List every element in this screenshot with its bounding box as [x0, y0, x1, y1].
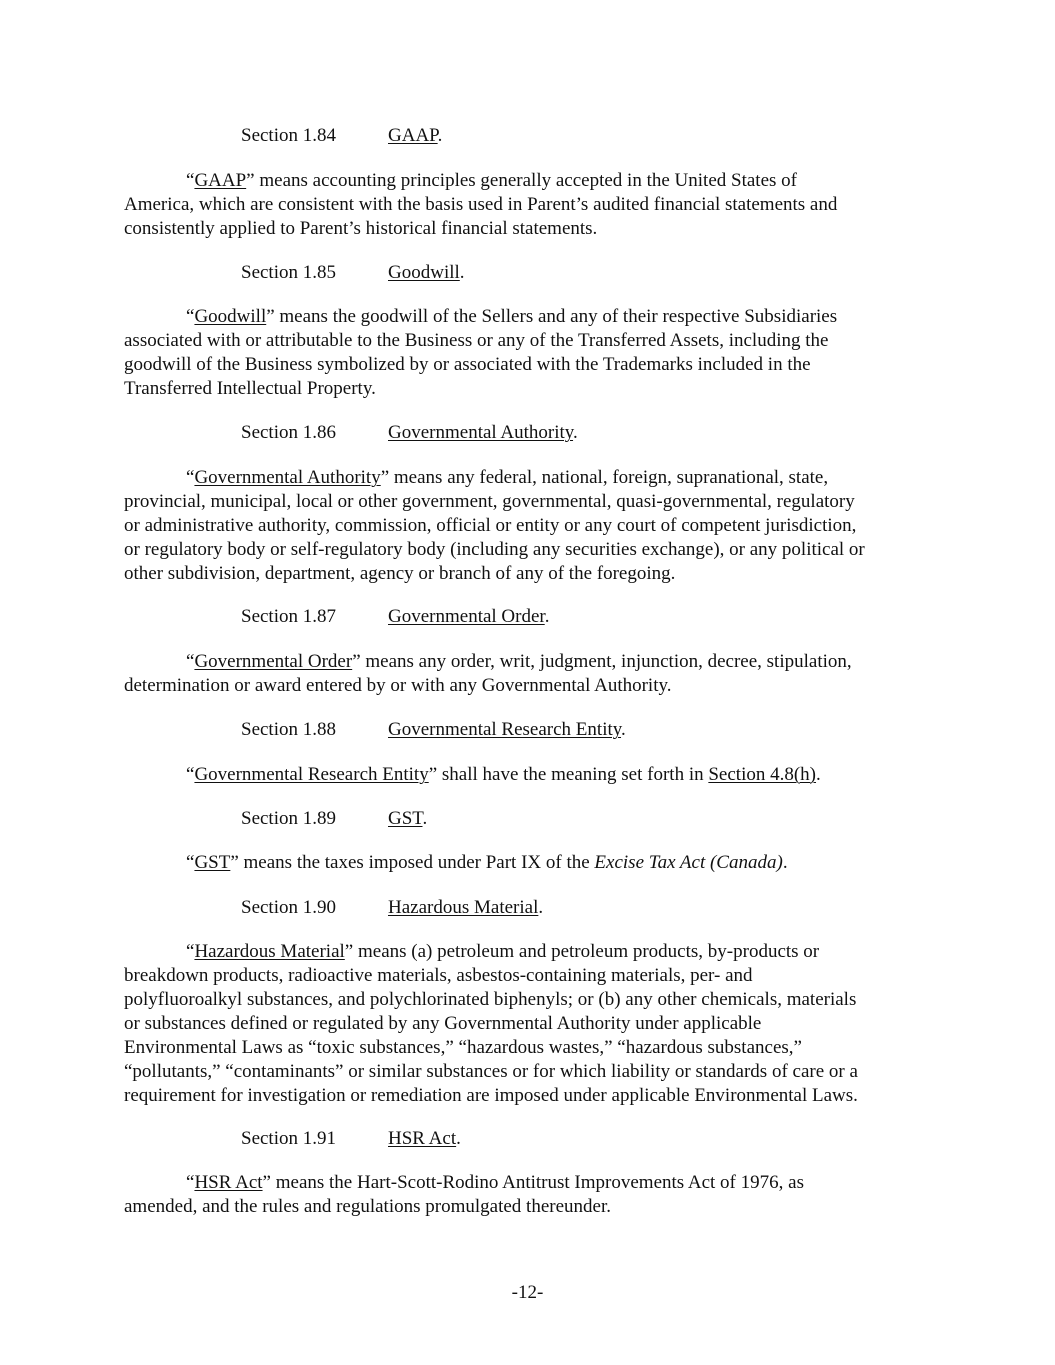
section-heading: Section 1.88 Governmental Research Entity. [241, 719, 626, 740]
section-number: Section 1.90 [241, 897, 336, 918]
section-heading: Section 1.84 GAAP. [241, 125, 443, 146]
defined-term: HSR Act [194, 1172, 263, 1193]
section-heading: Section 1.90 Hazardous Material. [241, 897, 544, 918]
section-heading: Section 1.85 Goodwill. [241, 262, 465, 283]
section-term: Governmental Order [388, 606, 545, 627]
section-heading: Section 1.89 GST. [241, 808, 428, 829]
page-number: -12- [511, 1282, 544, 1303]
section-term: HSR Act [388, 1128, 457, 1149]
section-number: Section 1.87 [241, 606, 336, 627]
section-number: Section 1.84 [241, 125, 336, 146]
definition-paragraph: “Hazardous Material” means (a) petroleum and petroleum products, by-products or breakdown products, radioactive materials, asbestos-containing materials, per- and polyfluoroalkyl substances, and polychlorinated biphenyls; or (b) any other chemicals, materials or substances defined or regulated by any Governmental Authority under applicable Environmental Laws as “toxic substances,” “hazardous wastes,” “hazardous substances,” “pollutants,” “contaminants” or similar substances or for which liability or standards of care or a requirement for investigation or remediation are imposed under applicable Environmental Laws. [124, 941, 858, 1106]
definition-paragraph: “Governmental Order” means any order, writ, judgment, injunction, decree, stipulation, determination or award entered by or with any Governmental Authority. [124, 651, 852, 696]
defined-term: Governmental Research Entity [194, 764, 429, 785]
section-term: Hazardous Material [388, 897, 539, 918]
section-heading: Section 1.87 Governmental Order. [241, 606, 550, 627]
section-term: GST [388, 808, 423, 829]
defined-term: GST [194, 852, 231, 873]
section-number: Section 1.86 [241, 422, 336, 443]
section-term: Governmental Authority [388, 422, 574, 443]
section-term: Goodwill [388, 262, 460, 283]
defined-term: Governmental Authority [194, 467, 381, 488]
section-term: Governmental Research Entity [388, 719, 622, 740]
defined-term: Hazardous Material [194, 941, 345, 962]
section-reference-link[interactable]: Section 4.8(h) [708, 764, 817, 785]
section-number: Section 1.89 [241, 808, 336, 829]
definition-paragraph: “Goodwill” means the goodwill of the Sellers and any of their respective Subsidiaries associated with or attributable to the Business or any of the Transferred Assets, including the goodwill of the Business symbolized by or associated with the Trademarks included in the Transferred Intellectual Property. [124, 306, 838, 399]
section-number: Section 1.88 [241, 719, 336, 740]
definition-paragraph: “HSR Act” means the Hart-Scott-Rodino Antitrust Improvements Act of 1976, as amended, and the rules and regulations promulgated thereunder. [124, 1172, 804, 1217]
section-heading: Section 1.91 HSR Act. [241, 1128, 461, 1149]
section-number: Section 1.91 [241, 1128, 336, 1149]
definition-paragraph: “Governmental Research Entity” shall have the meaning set forth in Section 4.8(h). [186, 764, 821, 785]
statute-title: Excise Tax Act (Canada) [594, 852, 783, 873]
defined-term: Governmental Order [194, 651, 353, 672]
section-heading: Section 1.86 Governmental Authority. [241, 422, 578, 443]
definition-paragraph: “GST” means the taxes imposed under Part IX of the Excise Tax Act (Canada). [186, 852, 788, 873]
section-number: Section 1.85 [241, 262, 336, 283]
definition-paragraph: “Governmental Authority” means any federal, national, foreign, supranational, state, provincial, municipal, local or other government, governmental, quasi-governmental, regulatory or administrative authority, commission, official or entity or any court of competent jurisdiction, or regulatory body or self-regulatory body (including any securities exchange), or any political or other subdivision, department, agency or branch of any of the foregoing. [124, 467, 865, 584]
defined-term: GAAP [194, 170, 247, 191]
section-term: GAAP [388, 125, 438, 146]
defined-term: Goodwill [194, 306, 267, 327]
definition-paragraph: “GAAP” means accounting principles generally accepted in the United States of America, which are consistent with the basis used in Parent’s audited financial statements and consistently applied to Parent’s historical financial statements. [124, 170, 838, 239]
